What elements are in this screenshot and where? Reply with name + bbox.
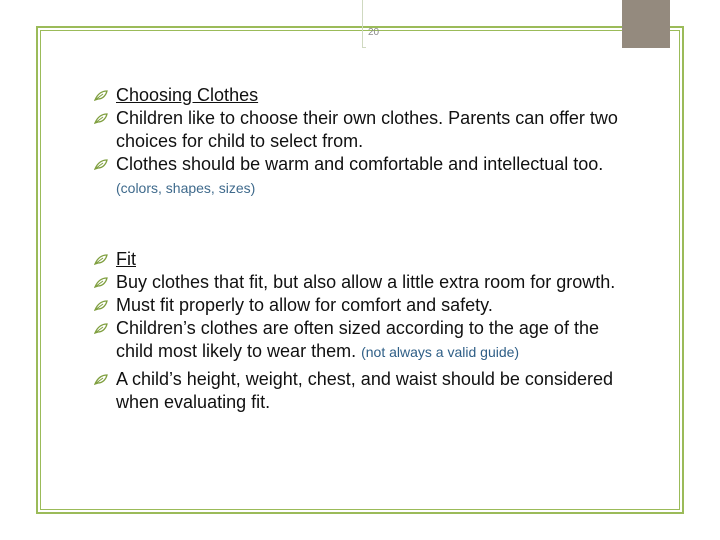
corner-decoration	[622, 0, 670, 48]
bullet-list	[94, 84, 624, 414]
leaf-bullet-icon	[94, 277, 108, 288]
leaf-bullet-icon	[94, 159, 108, 170]
leaf-bullet-icon	[94, 113, 108, 124]
section-heading-fit	[94, 248, 624, 271]
item-note: (not always a valid guide)	[361, 344, 520, 360]
leaf-bullet-icon	[94, 90, 108, 101]
list-item	[94, 317, 624, 364]
page-tab-line	[362, 0, 363, 48]
item-text: Children’s clothes are often sized according to the age of the child most likely to wear them.	[116, 318, 599, 361]
leaf-bullet-icon	[94, 323, 108, 334]
leaf-bullet-icon	[94, 254, 108, 265]
heading-text: Fit	[116, 249, 136, 269]
list-item	[94, 153, 624, 200]
item-note: (colors, shapes, sizes)	[116, 180, 256, 196]
list-item	[94, 294, 624, 317]
item-text: Clothes should be warm and comfortable and intellectual too.	[116, 154, 604, 174]
page-number: 20	[368, 27, 380, 38]
item-text: Buy clothes that fit, but also allow a little extra room for growth.	[116, 272, 616, 292]
item-text: Must fit properly to allow for comfort and safety.	[116, 295, 493, 315]
list-item	[94, 107, 624, 153]
leaf-bullet-icon	[94, 300, 108, 311]
leaf-bullet-icon	[94, 374, 108, 385]
list-item	[94, 368, 624, 414]
spacer	[94, 200, 624, 248]
item-text: A child’s height, weight, chest, and waist should be considered when evaluating fit.	[116, 369, 613, 412]
page-tab-line-h	[362, 47, 366, 48]
item-text: Children like to choose their own clothes. Parents can offer two choices for child to select from.	[116, 108, 618, 151]
section-heading-choosing-clothes	[94, 84, 624, 107]
heading-text: Choosing Clothes	[116, 85, 259, 105]
list-item	[94, 271, 624, 294]
